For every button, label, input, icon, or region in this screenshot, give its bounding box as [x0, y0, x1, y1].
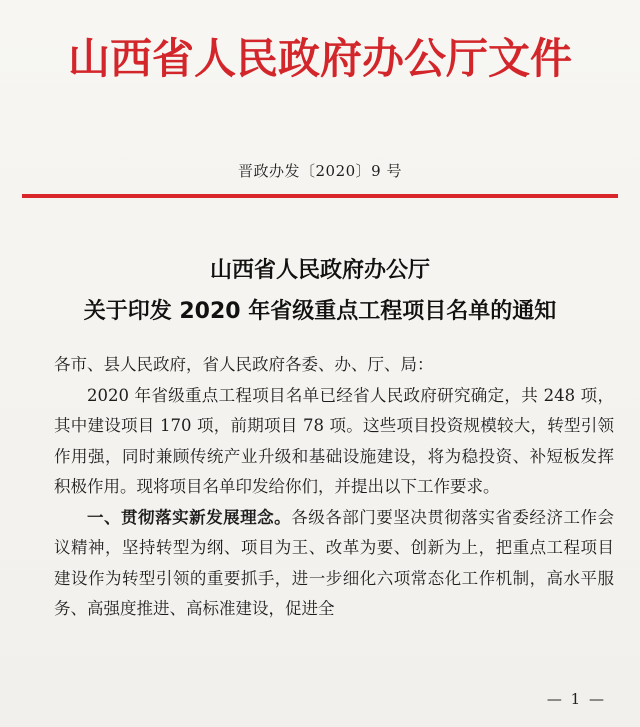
masthead-title: 山西省人民政府办公厅文件 — [67, 34, 572, 83]
section-1-text: 各级各部门要坚决贯彻落实省委经济工作会议精神，坚持转型为纲、项目为王、改革为要、创新为上，把重点工程项目建设作为转型引领的重要抓手，进一步细化六项常态化工作机制，高水平服务、高强度推进、高标准建设，促进全 — [54, 507, 615, 618]
paragraph-1: 2020 年省级重点工程项目名单已经省人民政府研究确定，共 248 项，其中建设项目 170 项，前期项目 78 项。这些项目投资规模较大，转型引领作用强，同时兼顾传统产业升级和基础设施建设，将为稳投资、补短板发挥积极作用。现将项目名单印发给你们，并提出以下工作要求。 — [54, 385, 614, 496]
document-number: 晋政办发〔2020〕9 号 — [238, 162, 402, 180]
salutation: 各市、县人民政府，省人民政府各委、办、厅、局： — [54, 355, 434, 374]
page-number: — 1 — — [546, 690, 606, 708]
issuer-name: 山西省人民政府办公厅 — [209, 258, 430, 283]
notice-title: 关于印发 2020 年省级重点工程项目名单的通知 — [83, 299, 557, 324]
section-1-heading: 一、贯彻落实新发展理念。 — [87, 507, 292, 527]
section-1 — [54, 503, 614, 625]
red-divider-line — [22, 194, 618, 198]
document-body — [54, 350, 614, 625]
